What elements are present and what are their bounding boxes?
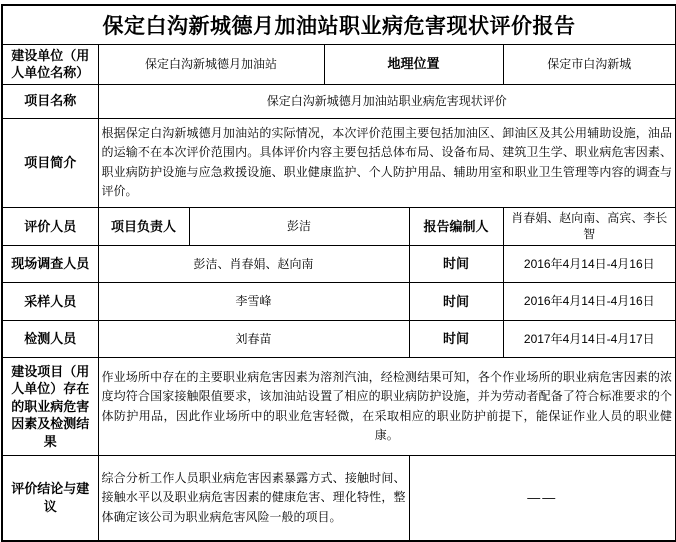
location-value: 保定市白沟新城 — [503, 44, 676, 84]
evaluators-label: 评价人员 — [2, 207, 98, 246]
construction-unit-value: 保定白沟新城德月加油站 — [98, 44, 324, 84]
sampling-time-label: 时间 — [409, 283, 503, 321]
hazard-factors-text: 作业场所中存在的主要职业病危害因素为溶剂汽油，经检测结果可知，各个作业场所的职业病危害因素的浓度均符合国家接触限值要求，该加油站设置了相应的职业病防护设施，并为劳动者配备了符合标准要求的个体防护用品，因此作业场所中的职业危害轻微，在采取相应的职业防护前提下，能保证作业人员的职业健康。 — [98, 358, 676, 456]
report-writer-value: 肖春娟、赵向南、高宾、李长智 — [503, 207, 676, 246]
testing-value: 刘春苗 — [98, 321, 409, 358]
project-name-label: 项目名称 — [2, 84, 98, 118]
project-leader-value: 彭洁 — [189, 207, 409, 246]
site-survey-value: 彭洁、肖春娟、赵向南 — [98, 246, 409, 283]
project-name-value: 保定白沟新城德月加油站职业病危害现状评价 — [98, 84, 676, 118]
sampling-label: 采样人员 — [2, 283, 98, 321]
evaluation-report-table — [1, 4, 676, 542]
site-survey-time-label: 时间 — [409, 246, 503, 283]
project-leader-label: 项目负责人 — [98, 207, 189, 246]
project-intro-label: 项目简介 — [2, 118, 98, 207]
testing-time-label: 时间 — [409, 321, 503, 358]
testing-time-value: 2017年4月14日-4月17日 — [503, 321, 676, 358]
construction-unit-label: 建设单位（用人单位名称） — [2, 44, 98, 84]
sampling-time-value: 2016年4月14日-4月16日 — [503, 283, 676, 321]
location-label: 地理位置 — [324, 44, 503, 84]
report-title: 保定白沟新城德月加油站职业病危害现状评价报告 — [2, 5, 676, 44]
project-intro-text: 根据保定白沟新城德月加油站的实际情况，本次评价范围主要包括加油区、卸油区及其公用辅助设施，油品的运输不在本次评价范围内。具体评价内容主要包括总体布局、设备布局、建筑卫生学、职业病危害因素、职业病防护设施与应急救援设施、职业健康监护、个人防护用品、辅助用室和职业卫生管理等内容的调查与评价。 — [98, 118, 676, 207]
conclusion-placeholder: —— — [409, 456, 676, 541]
report-writer-label: 报告编制人 — [409, 207, 503, 246]
conclusion-label: 评价结论与建议 — [2, 456, 98, 541]
testing-label: 检测人员 — [2, 321, 98, 358]
site-survey-time-value: 2016年4月14日-4月16日 — [503, 246, 676, 283]
conclusion-text: 综合分析工作人员职业病危害因素暴露方式、接触时间、接触水平以及职业病危害因素的健康危害、理化特性，整体确定该公司为职业病危害风险一般的项目。 — [98, 456, 409, 541]
site-survey-label: 现场调查人员 — [2, 246, 98, 283]
sampling-value: 李雪峰 — [98, 283, 409, 321]
hazard-factors-label: 建设项目（用人单位）存在的职业病危害因素及检测结果 — [2, 358, 98, 456]
